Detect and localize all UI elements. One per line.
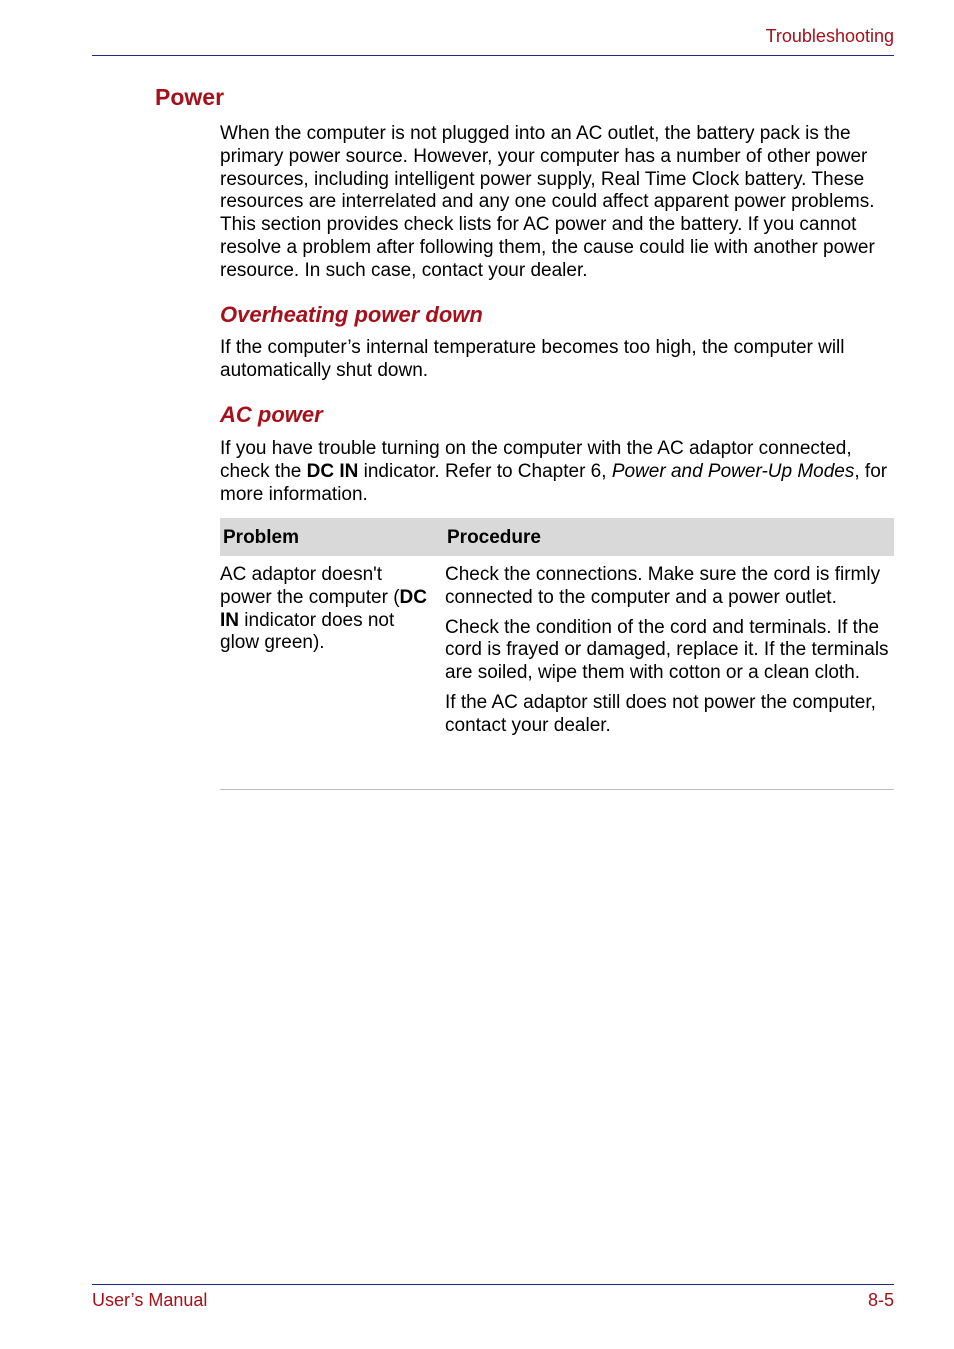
- power-intro: When the computer is not plugged into an AC outlet, the battery pack is the primary power source. However, your computer has a number of other power resources, including intelligent power supply, Real Time Clock battery. These resources are interrelated and any one could affect apparent power problems. This section provides check lists for AC power and the battery. If you cannot resolve a problem after following them, the cause could lie with another power resource. In such case, contact your dealer.: [220, 123, 875, 281]
- dc-in-label: DC IN: [306, 460, 359, 482]
- subsection-title-ac-power: AC power: [220, 402, 323, 427]
- table-row: [220, 556, 894, 790]
- ac-power-text: [220, 438, 892, 506]
- procedure-step: If the AC adaptor still does not power the computer, contact your dealer.: [445, 691, 876, 736]
- problem-dc-in-label: DC IN: [220, 586, 427, 631]
- overheating-text: If the computer’s internal temperature becomes too high, the computer will automatically shut down.: [220, 337, 845, 381]
- table-header-procedure: Procedure: [447, 527, 541, 548]
- procedure-step: Check the connections. Make sure the cord is firmly connected to the computer and a power outlet.: [445, 564, 881, 608]
- problem-cell: [220, 564, 430, 655]
- ac-power-text-part-3: , for more information.: [220, 460, 888, 505]
- footer-rule: [92, 1284, 894, 1285]
- problem-text-part-2: indicator does not glow green).: [220, 609, 395, 654]
- procedure-step: Check the condition of the cord and terminals. If the cord is frayed or damaged, replace it. If the terminals are soiled, wipe them with cotton or a clean cloth.: [445, 616, 889, 684]
- table-header-row: [220, 518, 894, 556]
- header-rule: [92, 55, 894, 56]
- running-header: Troubleshooting: [765, 26, 894, 46]
- section-title-power: Power: [155, 84, 225, 110]
- chapter-reference: Power and Power-Up Modes: [611, 460, 855, 482]
- subsection-title-overheating: Overheating power down: [220, 302, 483, 327]
- footer-manual-title: User’s Manual: [92, 1290, 208, 1310]
- ac-power-text-part-2: indicator. Refer to Chapter 6,: [358, 460, 612, 482]
- problem-text-part-1: AC adaptor doesn't power the computer (: [220, 564, 400, 608]
- ac-power-table: [220, 518, 894, 790]
- table-header-problem: Problem: [223, 527, 300, 548]
- ac-power-text-part-1: If you have trouble turning on the computer with the AC adaptor connected, check the: [220, 438, 852, 482]
- page-number: 8-5: [867, 1290, 894, 1310]
- procedure-cell: [445, 564, 891, 745]
